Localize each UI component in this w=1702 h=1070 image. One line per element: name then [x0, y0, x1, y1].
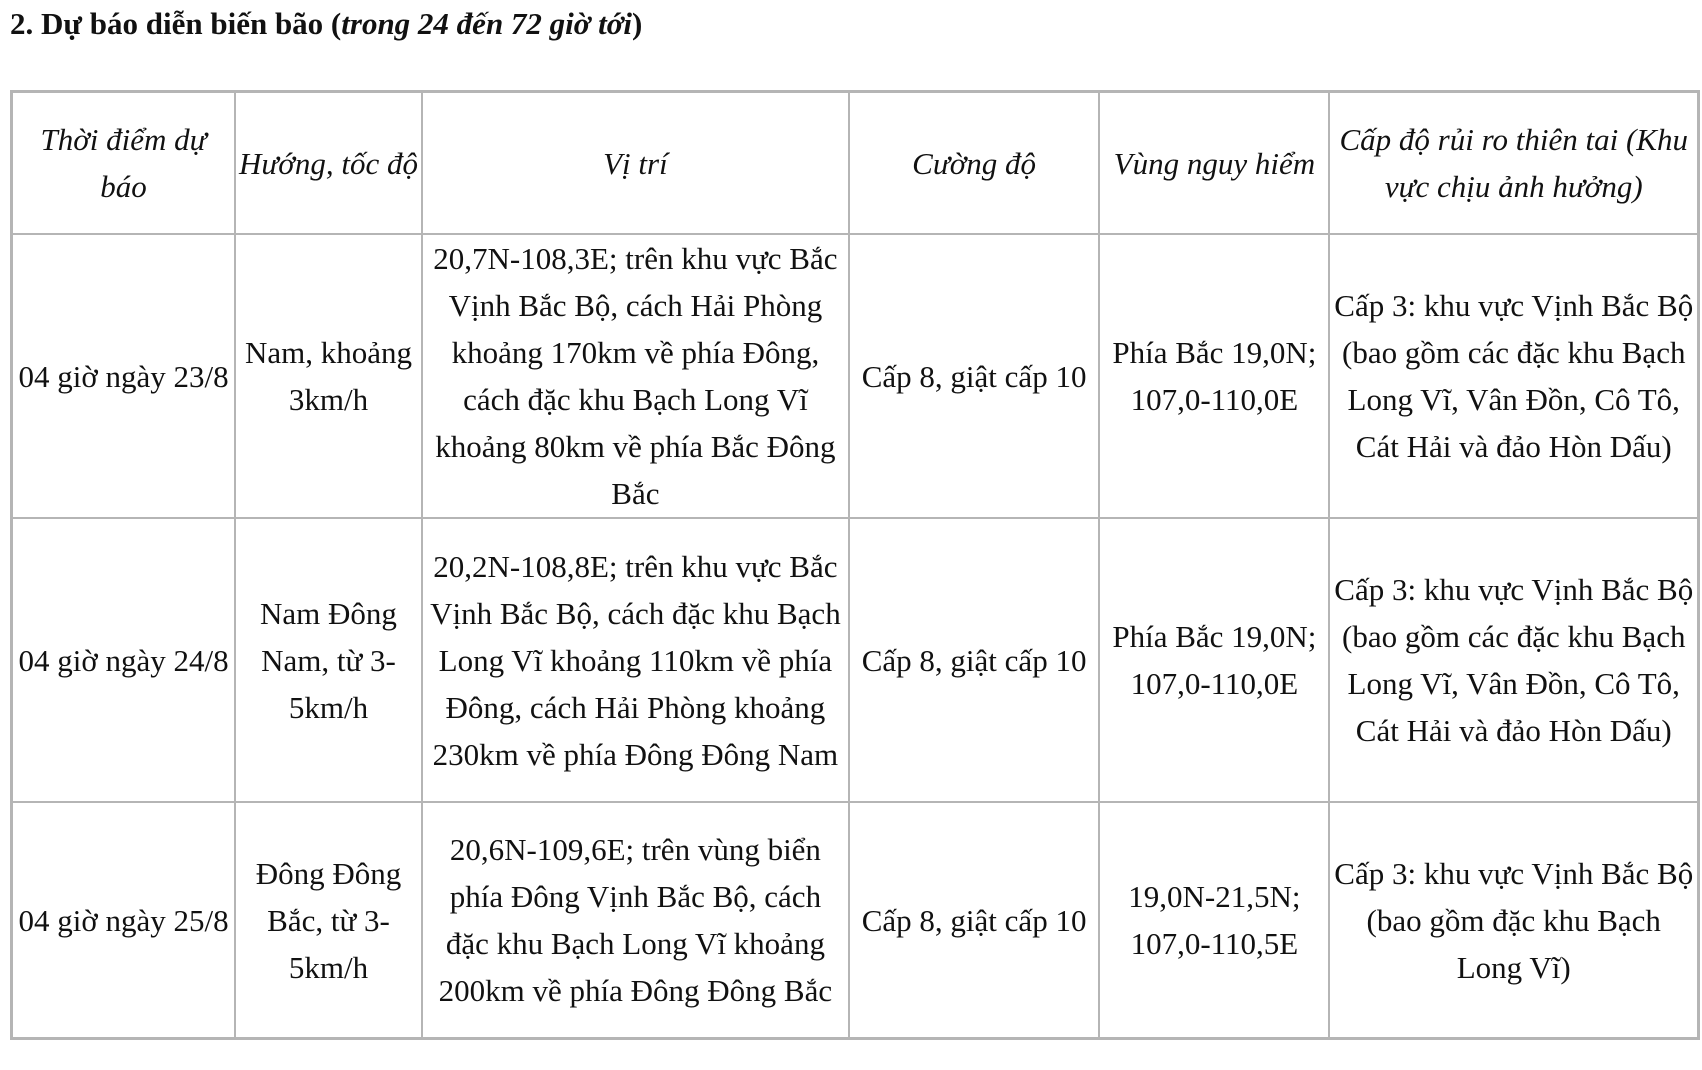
table-row — [12, 518, 1698, 802]
section-heading-text: 2. Dự báo diễn biến bão ( — [10, 6, 342, 41]
cell-time: 04 giờ ngày 23/8 — [12, 234, 235, 518]
cell-danger-zone: 19,0N-21,5N; 107,0-110,5E — [1099, 802, 1329, 1038]
header-position: Vị trí — [422, 92, 849, 234]
cell-direction: Đông Đông Bắc, từ 3-5km/h — [235, 802, 422, 1038]
cell-risk: Cấp 3: khu vực Vịnh Bắc Bộ (bao gồm đặc khu Bạch Long Vĩ) — [1329, 802, 1698, 1038]
forecast-table — [10, 90, 1700, 1040]
cell-time: 04 giờ ngày 24/8 — [12, 518, 235, 802]
header-direction-speed: Hướng, tốc độ — [235, 92, 422, 234]
header-risk-level: Cấp độ rủi ro thiên tai (Khu vực chịu ảnh hưởng) — [1329, 92, 1698, 234]
section-heading-closing: ) — [632, 6, 643, 41]
cell-direction: Nam, khoảng 3km/h — [235, 234, 422, 518]
cell-intensity: Cấp 8, giật cấp 10 — [849, 234, 1099, 518]
header-intensity: Cường độ — [849, 92, 1099, 234]
cell-direction: Nam Đông Nam, từ 3-5km/h — [235, 518, 422, 802]
table-row — [12, 802, 1698, 1038]
cell-danger-zone: Phía Bắc 19,0N; 107,0-110,0E — [1099, 518, 1329, 802]
cell-time: 04 giờ ngày 25/8 — [12, 802, 235, 1038]
table-header-row — [12, 92, 1698, 234]
cell-risk: Cấp 3: khu vực Vịnh Bắc Bộ (bao gồm các đặc khu Bạch Long Vĩ, Vân Đồn, Cô Tô, Cát Hải và đảo Hòn Dấu) — [1329, 518, 1698, 802]
section-heading-italic: trong 24 đến 72 giờ tới — [341, 6, 633, 41]
section-heading — [10, 4, 642, 44]
cell-position: 20,6N-109,6E; trên vùng biển phía Đông Vịnh Bắc Bộ, cách đặc khu Bạch Long Vĩ khoảng 200km về phía Đông Đông Bắc — [422, 802, 849, 1038]
table-row — [12, 234, 1698, 518]
cell-intensity: Cấp 8, giật cấp 10 — [849, 802, 1099, 1038]
header-danger-zone: Vùng nguy hiểm — [1099, 92, 1329, 234]
cell-position: 20,7N-108,3E; trên khu vực Bắc Vịnh Bắc Bộ, cách Hải Phòng khoảng 170km về phía Đông, cách đặc khu Bạch Long Vĩ khoảng 80km về phía Bắc Đông Bắc — [422, 234, 849, 518]
cell-risk: Cấp 3: khu vực Vịnh Bắc Bộ (bao gồm các đặc khu Bạch Long Vĩ, Vân Đồn, Cô Tô, Cát Hải và đảo Hòn Dấu) — [1329, 234, 1698, 518]
cell-danger-zone: Phía Bắc 19,0N; 107,0-110,0E — [1099, 234, 1329, 518]
cell-position: 20,2N-108,8E; trên khu vực Bắc Vịnh Bắc Bộ, cách đặc khu Bạch Long Vĩ khoảng 110km về phía Đông, cách Hải Phòng khoảng 230km về phía Đông Đông Nam — [422, 518, 849, 802]
cell-intensity: Cấp 8, giật cấp 10 — [849, 518, 1099, 802]
header-forecast-time: Thời điểm dự báo — [12, 92, 235, 234]
